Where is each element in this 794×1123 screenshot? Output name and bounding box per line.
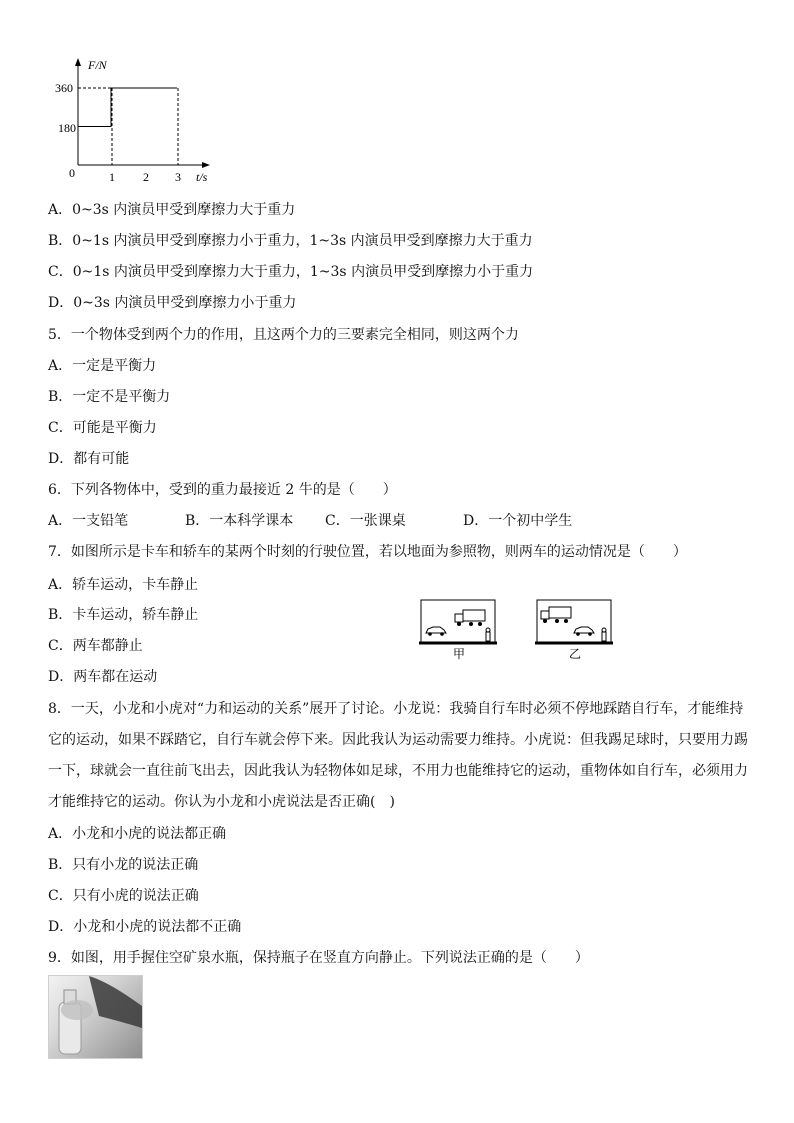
q8-stem-line-1: 8．一天，小龙和小虎对“力和运动的关系”展开了讨论。小龙说：我骑自行车时必须不停地踩踏自行车，才能维持 <box>48 701 744 717</box>
frame-jia <box>419 600 497 661</box>
q7-option-b: B．卡车运动，轿车静止 <box>48 607 199 623</box>
q5-option-b: B．一定不是平衡力 <box>48 389 171 405</box>
origin-label: 0 <box>69 166 75 180</box>
q8-stem-line-3: 一下，球就会一直往前飞出去，因此我认为轻物体如足球，不用力也能维持它的运动，重物体如自行车，必须用力 <box>48 763 748 779</box>
q4-option-d: D．0~3s 内演员甲受到摩擦力小于重力 <box>48 295 297 311</box>
car-icon <box>574 627 594 636</box>
x-tick-2: 2 <box>143 170 149 184</box>
y-tick-180: 180 <box>58 121 76 135</box>
q8-option-d: D．小龙和小虎的说法都不正确 <box>48 919 242 935</box>
q6-option-c: C．一张课桌 <box>325 513 406 529</box>
q8-option-c: C．只有小虎的说法正确 <box>48 888 199 904</box>
y-axis-label: F/N <box>88 58 107 72</box>
frame-label-yi: 乙 <box>569 647 582 661</box>
q4-option-b: B．0~1s 内演员甲受到摩擦力小于重力，1~3s 内演员甲受到摩擦力大于重力 <box>48 233 533 249</box>
hand-holding-bottle-photo <box>48 975 143 1059</box>
x-tick-1: 1 <box>109 170 115 184</box>
q8-option-a: A．小龙和小虎的说法都正确 <box>48 826 227 842</box>
q5-stem: 5．一个物体受到两个力的作用，且这两个力的三要素完全相同，则这两个力 <box>48 327 519 343</box>
x-axis-label: t/s <box>196 170 208 184</box>
q7-option-a: A．轿车运动，卡车静止 <box>48 577 199 593</box>
q5-option-c: C．可能是平衡力 <box>48 420 157 436</box>
x-axis-arrow <box>202 162 210 168</box>
bottle-hand-illustration <box>49 976 142 1058</box>
truck-icon <box>541 607 571 623</box>
truck-icon <box>455 610 485 626</box>
frame-yi <box>535 600 613 661</box>
force-data-line <box>78 88 177 127</box>
q4-option-a: A．0~3s 内演员甲受到摩擦力大于重力 <box>48 202 296 218</box>
force-time-graph <box>50 55 220 185</box>
q8-stem-line-4: 才能维持它的运动。你认为小龙和小虎说法是否正确( ) <box>48 794 395 810</box>
q9-stem: 9．如图，用手握住空矿泉水瓶，保持瓶子在竖直方向静止。下列说法正确的是（ ） <box>48 950 589 966</box>
vehicle-position-figure <box>418 596 618 664</box>
q7-option-c: C．两车都静止 <box>48 638 143 654</box>
q8-stem-line-2: 它的运动，如果不踩踏它，自行车就会停下来。因此我认为运动需要力维持。小虎说：但我踢足球时，只要用力踢 <box>48 732 748 748</box>
q7-option-d: D．两车都在运动 <box>48 669 158 685</box>
q5-option-d: D．都有可能 <box>48 451 130 467</box>
q5-option-a: A．一定是平衡力 <box>48 358 157 374</box>
road-marker-icon <box>486 628 490 641</box>
y-tick-360: 360 <box>55 81 73 95</box>
q6-option-a: A．一支铅笔 <box>48 513 129 529</box>
frame-label-jia: 甲 <box>453 647 466 661</box>
q6-stem: 6．下列各物体中，受到的重力最接近 2 牛的是（ ） <box>48 482 397 498</box>
car-icon <box>426 627 446 636</box>
q6-option-b: B．一本科学课本 <box>185 513 294 529</box>
road-marker-icon <box>602 628 606 641</box>
q4-option-c: C．0~1s 内演员甲受到摩擦力大于重力，1~3s 内演员甲受到摩擦力小于重力 <box>48 264 534 280</box>
q7-stem: 7．如图所示是卡车和轿车的某两个时刻的行驶位置，若以地面为参照物，则两车的运动情况是（ ） <box>48 544 687 560</box>
y-axis-arrow <box>75 58 81 66</box>
q6-option-d: D．一个初中学生 <box>463 513 573 529</box>
q6-options-row <box>48 512 572 530</box>
q8-option-b: B．只有小龙的说法正确 <box>48 857 199 873</box>
x-tick-3: 3 <box>175 170 181 184</box>
